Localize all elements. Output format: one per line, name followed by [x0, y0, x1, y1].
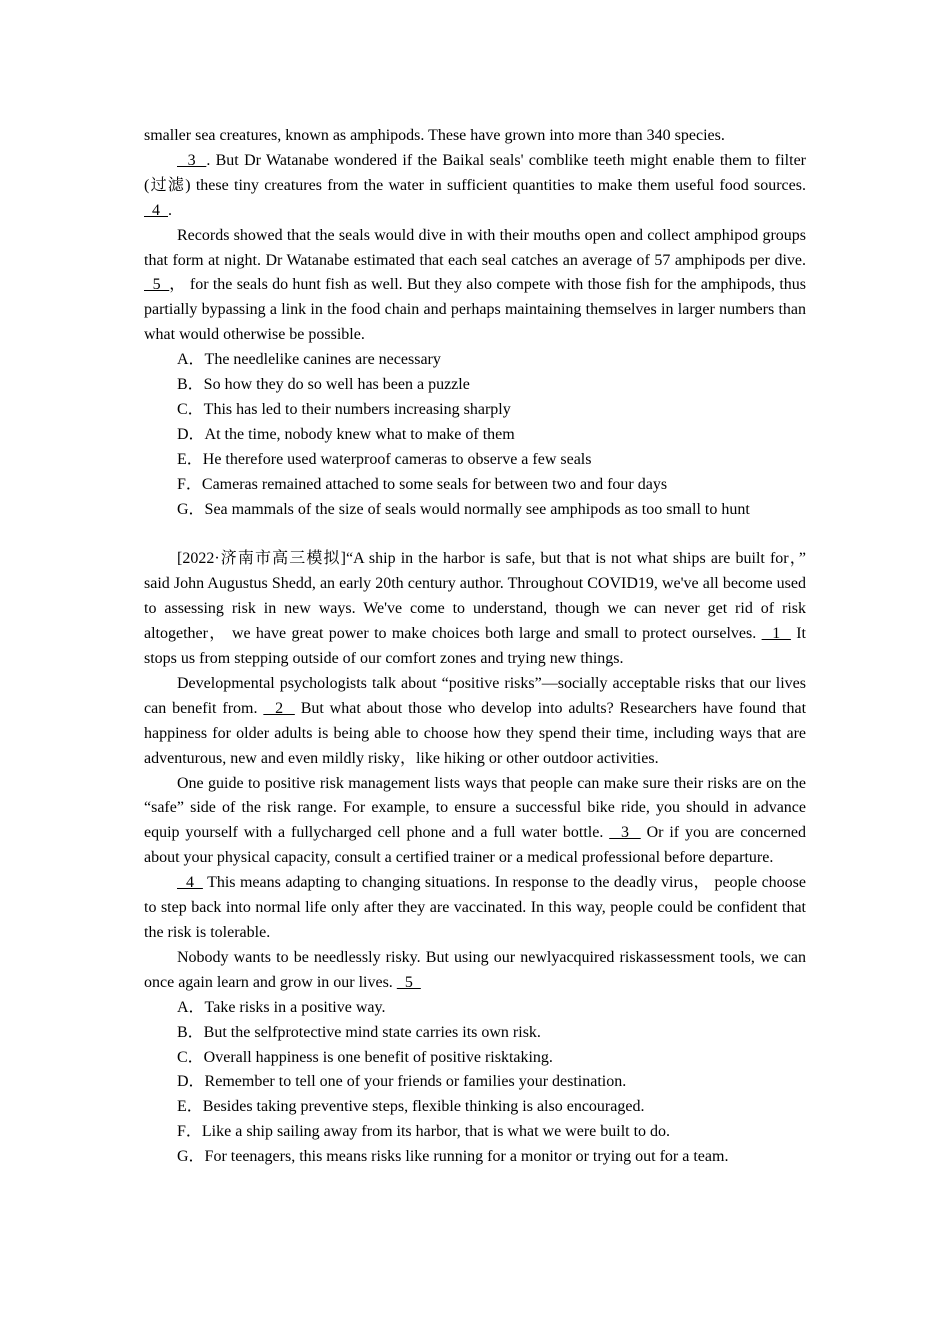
- text: . But Dr Watanabe wondered if the Baikal seals' comblike teeth might enable them to filter (过滤) these tiny creatures from the water in sufficient quantities to make them useful food sources.: [144, 151, 806, 194]
- text: “A ship in the harbor is safe, but that is not what ships are built for，” said John Augustus Shedd, an early 20th century author. Throughout COVID19, we've all become used to assessing risk in new ways. We've come to understand, though we can never get rid of risk altogether， we have great power to make choices both large and small to protect ourselves.: [144, 550, 806, 643]
- passage2-option-b: B．But the selfprotective mind state carries its own risk.: [177, 1023, 541, 1041]
- passage2-option-d: D．Remember to tell one of your friends or families your destination.: [177, 1073, 627, 1091]
- text: This means adapting to changing situations. In response to the deadly virus， people choose to step back into normal life only after they are vaccinated. In this way, people could be confident that the risk is tolerable.: [144, 874, 807, 941]
- text: It stops us from stepping outside of our comfort zones and trying new things.: [144, 625, 807, 668]
- passage1-paragraph-1: smaller sea creatures, known as amphipods. These have grown into more than 340 species.: [144, 127, 725, 144]
- passage2-option-f: F．Like a ship sailing away from its harbor, that is what we were built to do.: [177, 1123, 671, 1141]
- text: But what about those who develop into adults? Researchers have found that happiness for older adults is being able to choose how they spend their time, including ways that are adventurous, new and even mildly risky，like hiking or other outdoor activities.: [144, 699, 807, 767]
- passage1-option-a: A．The needlelike canines are necessary: [177, 351, 441, 369]
- blank-4[interactable]: 4: [144, 201, 168, 219]
- passage1-option-b: B．So how they do so well has been a puzzle: [177, 376, 470, 394]
- text: .: [168, 201, 172, 219]
- passage1-paragraph-3: [144, 224, 806, 349]
- blank-5[interactable]: 5: [144, 276, 170, 294]
- passage2-paragraph-5: [144, 946, 806, 996]
- blank-3[interactable]: 3: [177, 151, 207, 169]
- blank-3[interactable]: 3: [609, 824, 641, 842]
- passage2-option-e: E．Besides taking preventive steps, flexible thinking is also encouraged.: [177, 1098, 645, 1116]
- passage1-option-f: F．Cameras remained attached to some seals for between two and four days: [177, 475, 668, 493]
- document-page: [144, 124, 806, 1170]
- passage2-paragraph-4: [144, 871, 806, 946]
- text: Records showed that the seals would dive in with their mouths open and collect amphipod groups that form at night. Dr Watanabe estimated that each seal catches an average of 57 amphipods per dive.: [144, 226, 806, 269]
- passage2-option-a: A．Take risks in a positive way.: [177, 998, 386, 1016]
- passage2-option-c: C．Overall happiness is one benefit of positive risktaking.: [177, 1048, 553, 1066]
- section-spacer: [144, 523, 806, 548]
- passage1-option-d: D．At the time, nobody knew what to make of them: [177, 425, 515, 443]
- passage1-option-g: G．Sea mammals of the size of seals would normally see amphipods as too small to hunt: [177, 500, 750, 518]
- blank-5[interactable]: 5: [396, 973, 421, 991]
- passage2-option-g: G．For teenagers, this means risks like running for a monitor or trying out for a team.: [177, 1148, 729, 1166]
- passage2-paragraph-2: [144, 672, 806, 772]
- text: Or if you are concerned about your physical capacity, consult a certified trainer or a medical professional before departure.: [144, 824, 807, 867]
- passage1-option-e: E．He therefore used waterproof cameras to observe a few seals: [177, 450, 592, 468]
- blank-2[interactable]: 2: [263, 699, 295, 717]
- source-tag: [2022·济南市高三模拟]: [177, 550, 347, 568]
- text: Nobody wants to be needlessly risky. But using our newlyacquired riskassessment tools, we can once again learn and grow in our lives.: [144, 948, 806, 991]
- passage2-paragraph-3: [144, 772, 806, 872]
- passage1-paragraph-2: [144, 149, 806, 224]
- text: ， for the seals do hunt fish as well. But they also compete with those fish for the amphipods, thus partially bypassing a link in the food chain and perhaps maintaining themselves in larger numbers than what would otherwise be possible.: [144, 276, 807, 344]
- text: One guide to positive risk management lists ways that people can make sure their risks are on the “safe” side of the risk range. For example, to ensure a successful bike ride, you should in advance equip yourself with a fullycharged cell phone and a full water bottle.: [144, 774, 806, 842]
- passage2-paragraph-1: [144, 547, 806, 672]
- text: Developmental psychologists talk about “positive risks”—socially acceptable risks that our lives can benefit from.: [144, 674, 806, 717]
- passage1-option-c: C．This has led to their numbers increasing sharply: [177, 400, 511, 418]
- blank-4[interactable]: 4: [177, 874, 203, 892]
- blank-1[interactable]: 1: [761, 625, 791, 643]
